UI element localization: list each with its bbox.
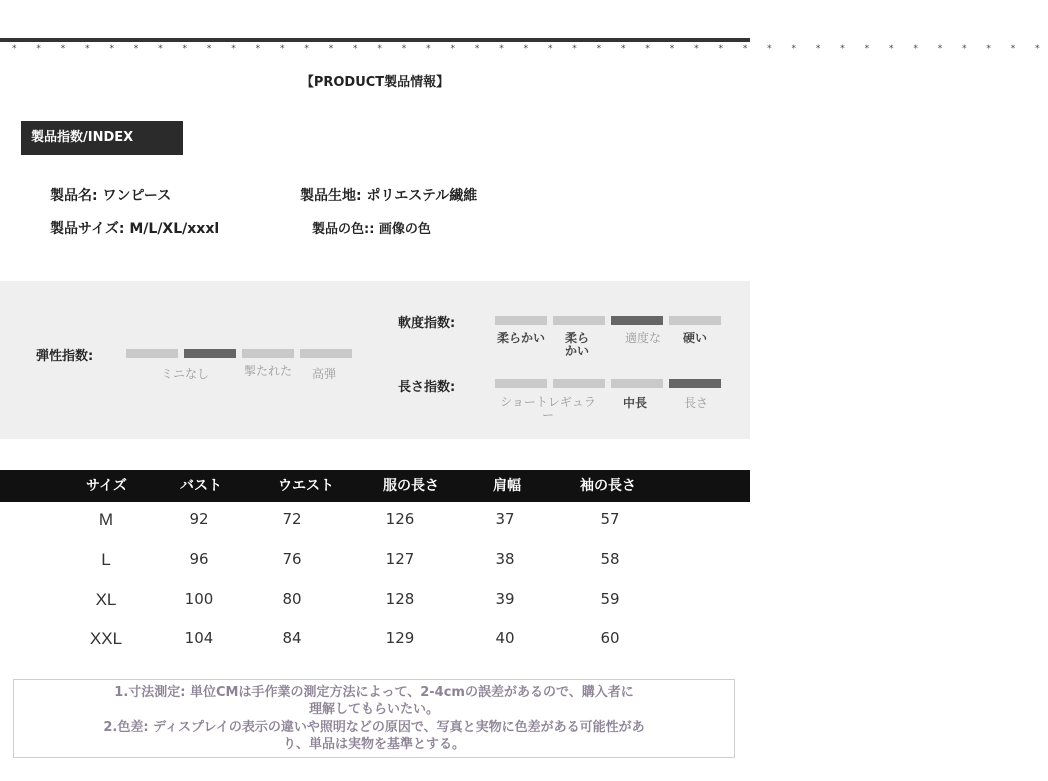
measure-cell: 100 [184, 590, 214, 608]
softness-option: 適度な [624, 331, 661, 345]
elasticity-option: ミニなし [160, 367, 209, 381]
note-color-line1: 2.色差: ディスプレイの表示の違いや照明などの原因で、写真と実物に色差がある可能性があ [103, 720, 645, 735]
softness-label: 軟度指数: [398, 316, 456, 331]
size-cell: XL [95, 590, 117, 609]
size-table-header [0, 470, 750, 502]
measure-cell: 37 [495, 510, 515, 528]
softness-option: 柔らかい [496, 331, 545, 345]
elasticity-segment [126, 349, 178, 358]
product-fabric: 製品生地: ポリエステル繊維 [300, 188, 478, 204]
measure-cell: 96 [189, 550, 209, 568]
measure-cell: 40 [495, 629, 515, 647]
softness-option: 柔らかい [564, 331, 589, 358]
measure-cell: 127 [385, 550, 415, 568]
elasticity-segment [242, 349, 294, 358]
measure-cell: 38 [495, 550, 515, 568]
measure-cell: 129 [385, 629, 415, 647]
measure-cell: 58 [600, 550, 620, 568]
length-option: ショートレギュラー [500, 395, 596, 422]
header-shoulder: 肩幅 [493, 478, 521, 494]
header-bust: バスト [180, 478, 222, 494]
length-segment [611, 379, 663, 388]
header-waist: ウエスト [278, 478, 334, 494]
header-sleeve: 袖の長さ [580, 478, 636, 494]
measure-cell: 57 [600, 510, 620, 528]
product-color: 製品の色:: 画像の色 [312, 222, 431, 237]
measure-cell: 84 [282, 629, 302, 647]
size-cell: L [101, 550, 111, 569]
size-cell: XXL [89, 629, 123, 648]
measure-cell: 59 [600, 590, 620, 608]
product-name: 製品名: ワンピース [50, 188, 172, 204]
elasticity-segment-selected [184, 349, 236, 358]
length-segment [495, 379, 547, 388]
product-sizes: 製品サイズ: M/L/XL/xxxl [50, 221, 220, 237]
index-panel [0, 281, 750, 439]
measure-cell: 76 [282, 550, 302, 568]
dot-border: * * * * * * * * * * * * * * * * * * * * * * * * * * * * * * * * * * * * * * * * * * * [12, 44, 1048, 54]
index-tag: 製品指数/INDEX [21, 121, 183, 155]
size-cell: M [98, 510, 114, 529]
measure-cell: 92 [189, 510, 209, 528]
length-label: 長さ指数: [398, 380, 456, 395]
measure-cell: 126 [385, 510, 415, 528]
elasticity-option: 高弾 [311, 367, 336, 381]
softness-segment-selected [611, 316, 663, 325]
measure-cell: 104 [184, 629, 214, 647]
measure-cell: 128 [385, 590, 415, 608]
header-length: 服の長さ [383, 478, 439, 494]
measure-cell: 72 [282, 510, 302, 528]
note-color-line2: り、単品は実物を基準とする。 [282, 737, 465, 752]
note-measurement-line2: 理解してもらいたい。 [308, 702, 439, 717]
notes-box [13, 679, 735, 758]
length-option: 長さ [683, 396, 708, 410]
softness-segment [495, 316, 547, 325]
note-measurement-line1: 1.寸法測定: 単位CMは手作業の測定方法によって、2-4cmの誤差があるので、購入者に [114, 685, 634, 700]
softness-segment [669, 316, 721, 325]
measure-cell: 80 [282, 590, 302, 608]
measure-cell: 39 [495, 590, 515, 608]
length-segment-selected [669, 379, 721, 388]
softness-segment [553, 316, 605, 325]
softness-option: 硬い [682, 331, 707, 345]
header-size: サイズ [86, 478, 127, 494]
elasticity-label: 弾性指数: [36, 349, 94, 364]
elasticity-segment [300, 349, 352, 358]
top-rule [0, 38, 750, 42]
length-segment [553, 379, 605, 388]
length-option: 中長 [622, 396, 647, 410]
measure-cell: 60 [600, 629, 620, 647]
elasticity-option: 掣たれた [244, 364, 293, 378]
page-title: 【PRODUCT製品情報】 [300, 75, 450, 90]
